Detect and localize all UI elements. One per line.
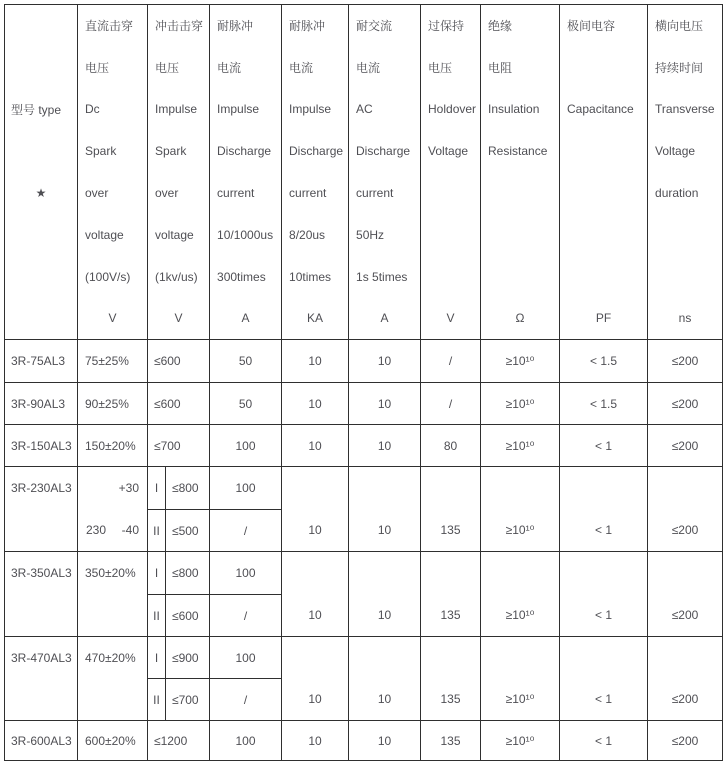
dc-minus-tolerance: -40 <box>121 523 139 538</box>
header-impulse-discharge-current-8-20us <box>282 5 349 340</box>
header-line: A <box>241 311 250 326</box>
cell-class-marker: I <box>148 552 166 595</box>
header-line: Impulse <box>217 102 260 117</box>
cell-impulse-current: / <box>210 595 282 637</box>
cell-impulse-voltage: ≤700 <box>166 679 210 721</box>
cell-impulse-voltage: ≤600 <box>148 340 210 383</box>
header-line <box>560 130 647 172</box>
cell-impulse-voltage: ≤700 <box>148 425 210 467</box>
header-line <box>648 214 722 256</box>
dc-base-and-minus <box>78 509 147 551</box>
cell-type: 3R-150AL3 <box>5 425 78 467</box>
header-line <box>421 214 480 256</box>
row-3r-470al3-sub1 <box>5 637 723 679</box>
cell-ac-current: 10 <box>349 383 421 425</box>
header-line: 电压 <box>85 61 110 76</box>
cell-class-marker: II <box>148 679 166 721</box>
header-holdover-voltage <box>421 5 481 340</box>
header-line <box>560 172 647 214</box>
cell-ac-current: 10 <box>349 467 421 552</box>
header-impulse-sparkover-voltage <box>148 5 210 340</box>
cell-holdover: 135 <box>421 637 481 721</box>
header-line: 1s 5times <box>356 269 408 284</box>
cell-impulse-current: 100 <box>210 721 282 761</box>
header-line: 绝缘 <box>488 19 513 34</box>
header-line: current <box>217 186 255 201</box>
cell-type: 3R-600AL3 <box>5 721 78 761</box>
cell-transverse: ≤200 <box>648 637 723 721</box>
header-line: (1kv/us) <box>155 269 198 284</box>
cell-type: 3R-230AL3 <box>5 467 78 552</box>
header-impulse-discharge-current-10-1000us <box>210 5 282 340</box>
cell-impulse-current: 100 <box>210 425 282 467</box>
cell-transverse: ≤200 <box>648 552 723 637</box>
cell-dc-voltage: 350±20% <box>78 552 148 637</box>
header-line: Spark <box>155 144 187 159</box>
cell-impulse-current: 100 <box>210 637 282 679</box>
cell-dc-voltage: 470±20% <box>78 637 148 721</box>
header-line: over <box>155 186 179 201</box>
dc-plus-tolerance: +30 <box>118 481 139 496</box>
header-line: Discharge <box>217 144 272 159</box>
header-capacitance <box>560 5 648 340</box>
header-line: 10/1000us <box>217 227 274 242</box>
cell-impulse-current: 50 <box>210 383 282 425</box>
cell-current-8-20us: 10 <box>282 383 349 425</box>
cell-holdover: / <box>421 340 481 383</box>
header-line: 耐交流 <box>356 19 393 34</box>
header-line <box>648 256 722 298</box>
cell-impulse-voltage: ≤600 <box>148 383 210 425</box>
header-line: 横向电压 <box>655 19 704 34</box>
header-row <box>5 5 723 340</box>
cell-current-8-20us: 10 <box>282 721 349 761</box>
cell-transverse: ≤200 <box>648 721 723 761</box>
header-line: PF <box>595 311 612 326</box>
header-line: Spark <box>85 144 117 159</box>
cell-ac-current: 10 <box>349 552 421 637</box>
header-line <box>5 5 77 47</box>
row-3r-75al3 <box>5 340 723 383</box>
cell-ac-current: 10 <box>349 637 421 721</box>
cell-impulse-voltage: ≤1200 <box>148 721 210 761</box>
header-line: 300times <box>217 269 266 284</box>
header-line <box>421 256 480 298</box>
header-line: voltage <box>85 227 124 242</box>
cell-ac-current: 10 <box>349 721 421 761</box>
header-insulation-resistance <box>481 5 560 340</box>
cell-type: 3R-470AL3 <box>5 637 78 721</box>
cell-insulation: ≥10¹⁰ <box>481 383 560 425</box>
cell-class-marker: II <box>148 510 166 552</box>
header-line: Capacitance <box>567 102 634 117</box>
header-line: V <box>446 311 455 326</box>
header-line <box>5 256 77 298</box>
cell-dc-voltage: 90±25% <box>78 383 148 425</box>
header-line: current <box>289 186 327 201</box>
header-line <box>5 47 77 89</box>
header-line: Impulse <box>155 102 198 117</box>
header-line: 冲击击穿 <box>155 19 204 34</box>
row-3r-230al3-sub1 <box>5 467 723 510</box>
cell-ac-current: 10 <box>349 425 421 467</box>
dc-base-value: 230 <box>86 523 107 538</box>
cell-holdover: 135 <box>421 552 481 637</box>
header-line: A <box>380 311 389 326</box>
header-line: Impulse <box>289 102 332 117</box>
cell-impulse-current: / <box>210 510 282 552</box>
header-line: 电阻 <box>488 61 513 76</box>
header-line: 电流 <box>289 61 314 76</box>
header-line: Discharge <box>289 144 344 159</box>
header-line <box>560 47 647 89</box>
header-line: voltage <box>155 227 194 242</box>
header-line: current <box>356 186 394 201</box>
cell-insulation: ≥10¹⁰ <box>481 467 560 552</box>
cell-type: 3R-75AL3 <box>5 340 78 383</box>
cell-transverse: ≤200 <box>648 425 723 467</box>
header-line: ★ <box>35 186 47 201</box>
cell-impulse-current: / <box>210 679 282 721</box>
header-line: Resistance <box>488 144 548 159</box>
cell-transverse: ≤200 <box>648 383 723 425</box>
header-line: KA <box>307 311 324 326</box>
spec-table <box>4 4 723 761</box>
cell-holdover: 135 <box>421 467 481 552</box>
cell-impulse-voltage: ≤500 <box>166 510 210 552</box>
cell-class-marker: II <box>148 595 166 637</box>
cell-impulse-current: 100 <box>210 552 282 595</box>
cell-impulse-voltage: ≤600 <box>166 595 210 637</box>
header-line: 耐脉冲 <box>217 19 254 34</box>
header-line <box>560 214 647 256</box>
header-line <box>481 256 559 298</box>
header-line <box>421 172 480 214</box>
cell-capacitance: < 1 <box>560 467 648 552</box>
cell-impulse-voltage: ≤800 <box>166 467 210 510</box>
header-line: ns <box>678 311 692 326</box>
cell-capacitance: < 1.5 <box>560 383 648 425</box>
header-dc-sparkover-voltage <box>78 5 148 340</box>
header-line <box>560 256 647 298</box>
header-line: Transverse <box>655 102 715 117</box>
cell-capacitance: < 1 <box>560 637 648 721</box>
header-line <box>5 214 77 256</box>
header-line: AC <box>356 102 373 117</box>
header-ac-discharge-current <box>349 5 421 340</box>
header-line: 型号 type <box>11 102 62 117</box>
header-line: (100V/s) <box>85 269 131 284</box>
cell-impulse-voltage: ≤800 <box>166 552 210 595</box>
cell-dc-voltage <box>78 467 148 552</box>
cell-class-marker: I <box>148 637 166 679</box>
cell-holdover: 135 <box>421 721 481 761</box>
cell-type: 3R-90AL3 <box>5 383 78 425</box>
cell-current-8-20us: 10 <box>282 552 349 637</box>
header-line: duration <box>655 186 699 201</box>
cell-current-8-20us: 10 <box>282 425 349 467</box>
header-line <box>5 298 77 340</box>
cell-type: 3R-350AL3 <box>5 552 78 637</box>
cell-insulation: ≥10¹⁰ <box>481 552 560 637</box>
header-line: 电压 <box>155 61 180 76</box>
header-line: 持续时间 <box>655 61 704 76</box>
cell-impulse-voltage: ≤900 <box>166 637 210 679</box>
row-3r-600al3 <box>5 721 723 761</box>
cell-current-8-20us: 10 <box>282 340 349 383</box>
cell-impulse-current: 50 <box>210 340 282 383</box>
cell-class-marker: I <box>148 467 166 510</box>
header-line: Dc <box>85 102 100 117</box>
header-line: Ω <box>515 311 525 326</box>
header-line: 耐脉冲 <box>289 19 326 34</box>
cell-insulation: ≥10¹⁰ <box>481 425 560 467</box>
header-line: 8/20us <box>289 227 326 242</box>
row-3r-90al3 <box>5 383 723 425</box>
header-line: 电流 <box>356 61 381 76</box>
cell-transverse: ≤200 <box>648 340 723 383</box>
header-line: 极间电容 <box>567 19 616 34</box>
header-line: V <box>108 311 117 326</box>
row-3r-350al3-sub1 <box>5 552 723 595</box>
header-line: Discharge <box>356 144 411 159</box>
header-line: 直流击穿 <box>85 19 134 34</box>
header-type <box>5 5 78 340</box>
header-line: 10times <box>289 269 332 284</box>
header-line <box>481 214 559 256</box>
header-line: V <box>174 311 183 326</box>
cell-current-8-20us: 10 <box>282 467 349 552</box>
cell-holdover: / <box>421 383 481 425</box>
cell-transverse: ≤200 <box>648 467 723 552</box>
header-line: Voltage <box>655 144 696 159</box>
header-line <box>5 130 77 172</box>
cell-impulse-current: 100 <box>210 467 282 510</box>
cell-current-8-20us: 10 <box>282 637 349 721</box>
header-line: 50Hz <box>356 227 385 242</box>
cell-capacitance: < 1 <box>560 425 648 467</box>
cell-dc-voltage: 75±25% <box>78 340 148 383</box>
header-line: 电压 <box>428 61 453 76</box>
cell-insulation: ≥10¹⁰ <box>481 637 560 721</box>
cell-dc-voltage: 600±20% <box>78 721 148 761</box>
header-line: Insulation <box>488 102 540 117</box>
header-line: over <box>85 186 109 201</box>
cell-holdover: 80 <box>421 425 481 467</box>
header-transverse-voltage-duration <box>648 5 723 340</box>
cell-insulation: ≥10¹⁰ <box>481 340 560 383</box>
row-3r-150al3 <box>5 425 723 467</box>
header-line: 过保持 <box>428 19 465 34</box>
header-line: 电流 <box>217 61 242 76</box>
cell-ac-current: 10 <box>349 340 421 383</box>
cell-insulation: ≥10¹⁰ <box>481 721 560 761</box>
header-line <box>481 172 559 214</box>
header-line: Voltage <box>428 144 469 159</box>
cell-capacitance: < 1 <box>560 552 648 637</box>
cell-dc-voltage: 150±20% <box>78 425 148 467</box>
cell-capacitance: < 1.5 <box>560 340 648 383</box>
cell-capacitance: < 1 <box>560 721 648 761</box>
header-line: Holdover <box>428 102 477 117</box>
